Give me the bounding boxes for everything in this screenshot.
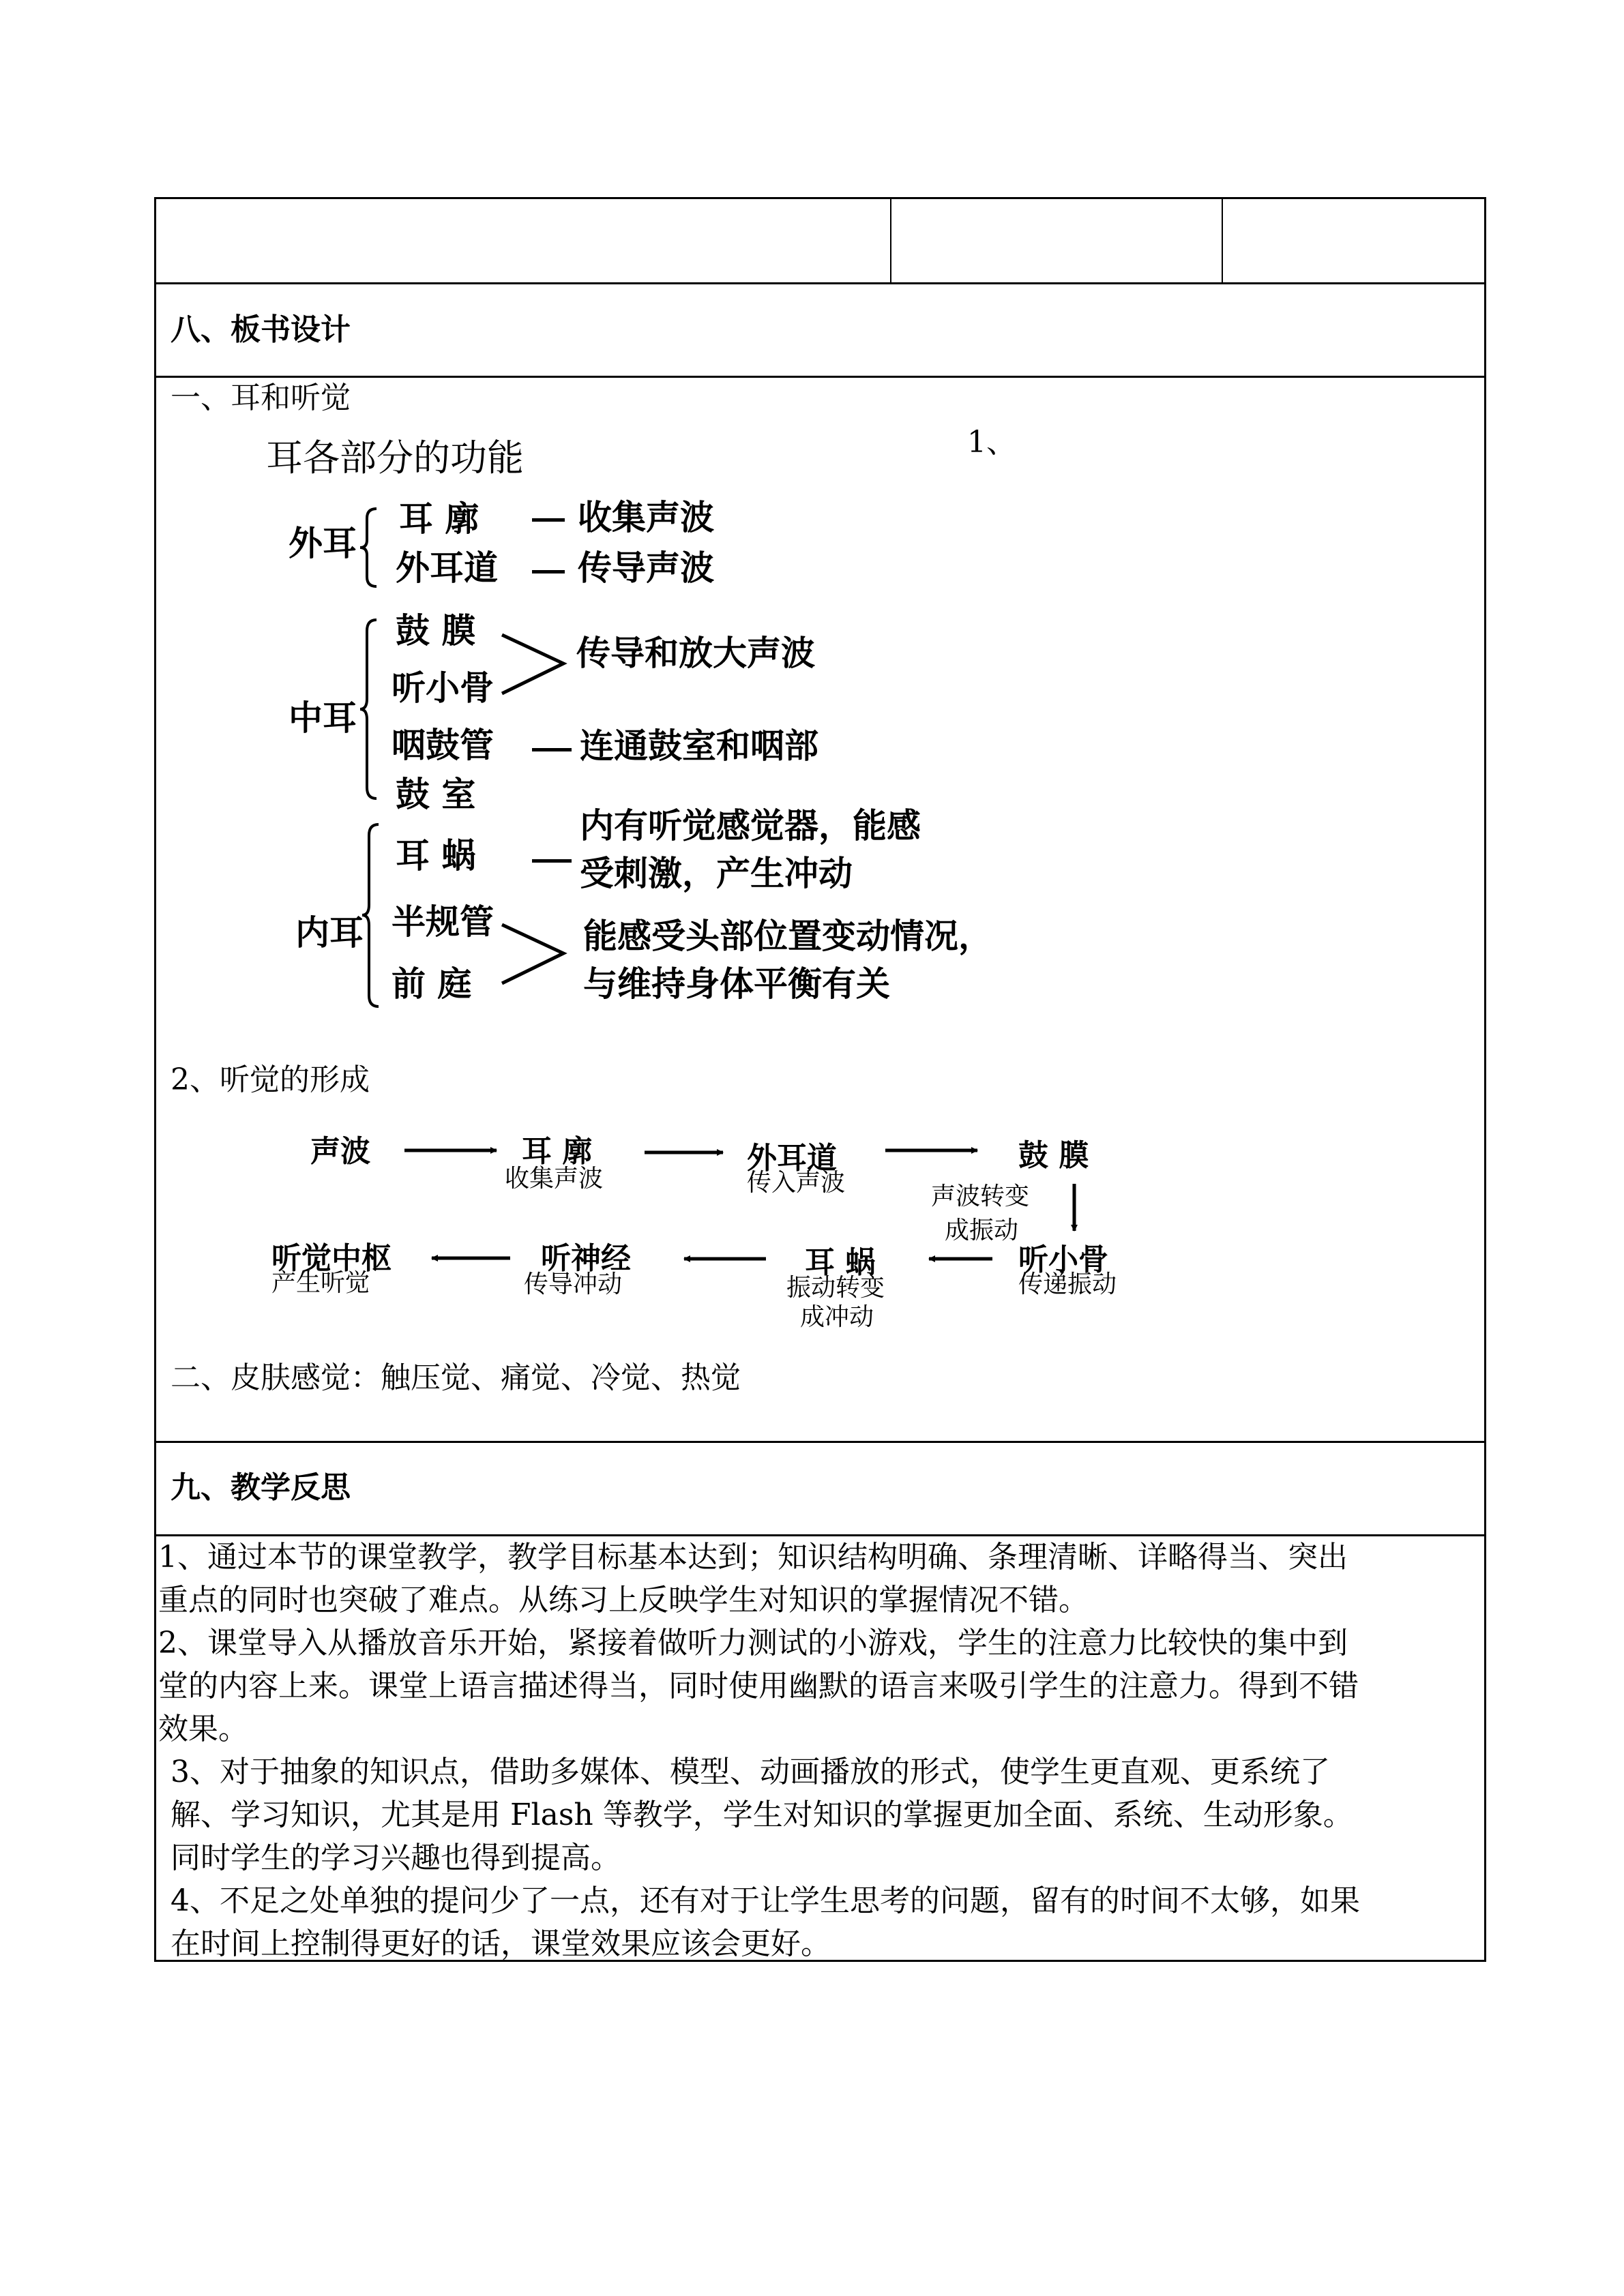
outer-func-collect: 收集声波 — [578, 498, 714, 537]
flow-node-canal-sub: 传入声波 — [747, 1169, 846, 1197]
board-design-title: 八、板书设计 — [171, 312, 351, 347]
flow-node-cochlea-sub-2: 成冲动 — [800, 1303, 874, 1331]
flow-node-nerve-sub: 传导冲动 — [524, 1270, 623, 1298]
inner-ear-part-vestibule: 前 庭 — [392, 964, 472, 1004]
hearing-formation-heading: 2、听觉的形成 — [171, 1062, 370, 1097]
reflection-line-3: 2、课堂导入从播放音乐开始，紧接着做听力测试的小游戏，学生的注意力比较快的集中到 — [158, 1626, 1348, 1660]
reflection-line-2: 重点的同时也突破了难点。从练习上反映学生对知识的掌握情况不错。 — [158, 1583, 1089, 1617]
diagram-title: 耳各部分的功能 — [266, 436, 524, 479]
middle-func-amplify: 传导和放大声波 — [576, 633, 815, 673]
inner-ear-label: 内耳 — [295, 913, 364, 953]
outer-ear-part-auricle: 耳 廓 — [399, 499, 479, 539]
middle-ear-part-cavity: 鼓 室 — [396, 775, 476, 814]
middle-ear-label: 中耳 — [289, 698, 357, 738]
flow-arrow-row1 — [404, 1150, 977, 1152]
flow-node-ossicles-sub: 传递振动 — [1018, 1270, 1117, 1298]
reflection-line-8: 同时学生的学习兴趣也得到提高。 — [171, 1840, 621, 1875]
outer-ear-label: 外耳 — [289, 524, 357, 563]
reflection-line-1: 1、通过本节的课堂教学，教学目标基本达到；知识结构明确、条理清晰、详略得当、突出 — [158, 1540, 1348, 1575]
reflection-line-4: 堂的内容上来。课堂上语言描述得当，同时使用幽默的语言来吸引学生的注意力。得到不错 — [158, 1669, 1359, 1703]
reflection-line-6: 3、对于抽象的知识点，借助多媒体、模型、动画播放的形式，使学生更直观、更系统了 — [171, 1755, 1330, 1789]
flow-node-cochlea-sub-1: 振动转变 — [786, 1274, 885, 1302]
middle-ear-part-eustachian: 咽鼓管 — [392, 726, 494, 765]
inner-ear-part-canals: 半规管 — [392, 902, 494, 942]
inner-func-cochlea-2: 受刺激，产生冲动 — [580, 854, 853, 893]
right-column-marker: 1、 — [967, 425, 1016, 460]
outer-ear-part-canal: 外耳道 — [396, 548, 498, 588]
outer-func-conduct: 传导声波 — [578, 548, 714, 588]
flow-node-sound: 声波 — [310, 1134, 370, 1169]
flow-node-eardrum-sub-2: 成振动 — [945, 1217, 1019, 1244]
reflection-line-9: 4、不足之处单独的提问少了一点，还有对于让学生思考的问题，留有的时间不太够，如果 — [171, 1883, 1360, 1918]
middle-ear-part-eardrum: 鼓 膜 — [396, 611, 476, 651]
flow-node-canal: 外耳道 — [747, 1141, 837, 1176]
skin-sensation-line: 二、皮肤感觉：触压觉、痛觉、冷觉、热觉 — [171, 1360, 741, 1395]
flow-node-eardrum: 鼓 膜 — [1018, 1138, 1089, 1173]
flow-node-cochlea: 耳 蜗 — [805, 1245, 876, 1280]
flow-node-center-sub: 产生听觉 — [271, 1269, 370, 1297]
flow-node-ossicles: 听小骨 — [1018, 1242, 1108, 1277]
reflection-line-7: 解、学习知识，尤其是用 Flash 等教学，学生对知识的掌握更加全面、系统、生动形象。 — [171, 1798, 1353, 1832]
middle-func-connect: 连通鼓室和咽部 — [580, 726, 818, 766]
inner-func-cochlea-1: 内有听觉感觉器，能感 — [580, 806, 921, 846]
inner-func-balance-2: 与维持身体平衡有关 — [583, 964, 890, 1004]
reflection-line-10: 在时间上控制得更好的话，课堂效果应该会更好。 — [171, 1926, 831, 1961]
reflection-line-5: 效果。 — [158, 1712, 248, 1746]
reflection-title: 九、教学反思 — [171, 1470, 351, 1505]
flow-node-nerve: 听神经 — [541, 1241, 631, 1276]
inner-func-balance-1: 能感受头部位置变动情况， — [583, 916, 992, 956]
flow-node-eardrum-sub-1: 声波转变 — [931, 1182, 1030, 1210]
ear-hearing-heading: 一、耳和听觉 — [171, 381, 351, 415]
inner-ear-part-cochlea: 耳 蜗 — [396, 836, 476, 876]
middle-ear-part-ossicles: 听小骨 — [392, 668, 494, 708]
flow-arrow-row2 — [432, 1258, 992, 1259]
flow-node-auricle: 耳 廓 — [522, 1134, 593, 1169]
flow-node-center: 听觉中枢 — [271, 1241, 392, 1276]
flow-node-auricle-sub: 收集声波 — [505, 1165, 604, 1193]
